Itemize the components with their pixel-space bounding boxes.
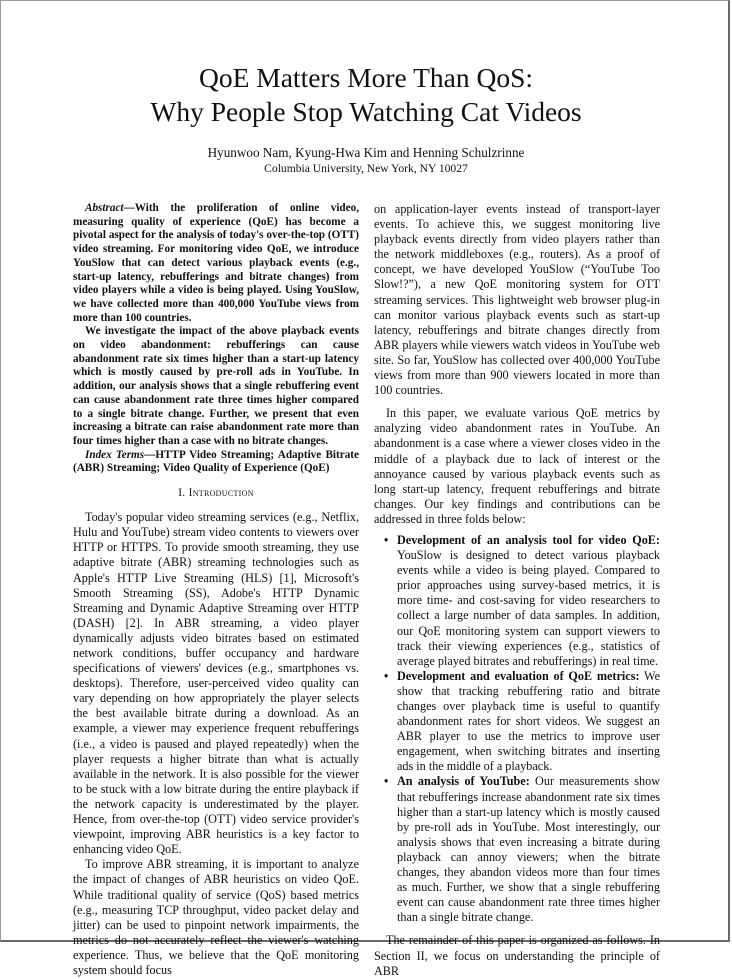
contributions-list xyxy=(374,533,660,925)
intro-paragraph-1: Today's popular video streaming services (e.g., Netflix, Hulu and YouTube) stream video contents to viewers over HTTP or HTTPS. To provide smooth streaming, they use adaptive bitrate (ABR) streaming technologies such as Apple's HTTP Live Streaming (HLS) [1], Microsoft's Smooth Streaming (SS), Adobe's HTTP Dynamic Streaming and Dynamic Adaptive Streaming over HTTP (DASH) [2]. In ABR streaming, a video player dynamically adjusts video bitrates based on estimated network conditions, buffer occupancy and hardware specifications of viewers' devices (e.g., smartphones vs. desktops). Therefore, user-perceived video quality can vary depending on how appropriately the player selects the best available bitrate during a download. As an example, a viewer may experience frequent rebufferings (i.e., a video is paused and played repeatedly) when the player requests a higher bitrate than what is actually available in the network. It is also possible for the viewer to be stuck with a low bitrate during the entire playback if the network capacity is underestimated by the player. Hence, from over-the-top (OTT) video service provider's viewpoint, improving ABR heuristics is a key factor to enhancing video QoE. xyxy=(73,510,359,857)
paper-title-line1: QoE Matters More Than QoS: xyxy=(198,62,534,93)
index-terms-label: Index Terms xyxy=(85,448,145,461)
left-column xyxy=(73,202,359,978)
right-paragraph-3: The remainder of this paper is organized as follows. In Section II, we focus on understanding the principle of ABR xyxy=(374,933,660,978)
section-heading-introduction: I. Introduction xyxy=(178,487,254,500)
index-terms xyxy=(73,449,359,476)
abstract-text-1: —With the proliferation of online video, measuring quality of experience (QoE) has become a pivotal aspect for the analysis of today's over-the-top (OTT) video streaming. For monitoring video QoE, we introduce YouSlow that can detect various playback events (e.g., start-up latency, rebufferings and bitrate changes) from video players while a video is being played. Using YouSlow, we have collected more than 400,000 YouTube views from more than 100 countries. xyxy=(73,202,359,324)
abstract-label: Abstract xyxy=(85,202,124,214)
authors: Hyunwoo Nam, Kyung-Hwa Kim and Henning Schulzrinne xyxy=(207,145,525,160)
paper-title-line2: Why People Stop Watching Cat Videos xyxy=(150,96,582,127)
bullet-icon: • xyxy=(384,532,389,547)
contribution-text: We show that tracking rebuffering ratio and bitrate changes over playback time is useful to quantify abandonment rates for short videos. We suggest an ABR player to use the metrics to improve user engagement, when switching bitrates and inserting ads in the middle of a playback. xyxy=(397,668,660,774)
contribution-text: Our measurements show that rebufferings increase abandonment rate six times higher than a start-up latency which is mostly caused by pre-roll ads in YouTube. Most interestingly, our analysis shows that even increasing a bitrate during playback can annoy viewers; when the bitrate changes, they abandon videos more than four times as much. Further, we show that a single rebuffering event can cause abandonment rate three times higher than a single bitrate change. xyxy=(397,774,661,925)
abstract-paragraph-1 xyxy=(73,202,359,325)
index-terms-text: —HTTP Video Streaming; Adaptive Bitrate (ABR) Streaming; Video Quality of Experience (QoE) xyxy=(73,448,359,475)
contribution-heading: An analysis of YouTube: xyxy=(397,774,530,789)
contribution-heading: Development of an analysis tool for video QoE: xyxy=(397,532,660,547)
bullet-icon: • xyxy=(384,774,389,789)
right-paragraph-2: In this paper, we evaluate various QoE metrics by analyzing video abandonment rates in YouTube. An abandonment is a case where a viewer closes video in the middle of a playback due to lack of interest or the annoyance caused by various playback events such as long start-up latency, frequent rebufferings and bitrate changes. Our key findings and contributions can be addressed in three folds below: xyxy=(374,406,660,526)
list-item xyxy=(384,533,660,669)
abstract-paragraph-2: We investigate the impact of the above playback events on video abandonment: rebufferings can cause abandonment rate six times higher than a start-up latency which is mostly caused by pre-roll ads in YouTube. In addition, our analysis shows that a single rebuffering event can cause abandonment rate three times higher compared to a single bitrate change. Further, we present that even increasing a bitrate can raise abandonment rate more than four times higher than a case with no bitrate changes. xyxy=(73,325,359,447)
affiliation: Columbia University, New York, NY 10027 xyxy=(264,162,468,175)
contribution-heading: Development and evaluation of QoE metrics: xyxy=(397,668,640,683)
contribution-text: YouSlow is designed to detect various playback events while a video is being played. Compared to prior approaches using survey-based metrics, it is more time- and cost-saving for video researchers to collect a large number of data samples. In addition, our QoE monitoring system can support viewers to track their viewing experiences (e.g., statistics of average played bitrates and rebufferings) in real time. xyxy=(397,548,660,668)
list-item xyxy=(384,774,660,925)
right-column xyxy=(374,202,660,979)
right-paragraph-1: on application-layer events instead of transport-layer events. To achieve this, we suggest monitoring live playback events directly from video players rather than the network middleboxes (e.g., routers). As a proof of concept, we have developed YouSlow (“YouTube Too Slow!?”), a new QoE monitoring system for OTT streaming services. This lightweight web browser plug-in can monitor various playback events such as start-up latency, rebufferings and bitrate changes directly from ABR players while viewers watch videos in YouTube web site. So far, YouSlow has collected over 400,000 YouTube views from more than 900 viewers located in more than 100 countries. xyxy=(374,202,660,398)
bullet-icon: • xyxy=(384,668,389,683)
list-item xyxy=(384,669,660,775)
intro-paragraph-2: To improve ABR streaming, it is important to analyze the impact of changes of ABR heuristics on video QoE. While traditional quality of service (QoS) based metrics (e.g., measuring TCP throughput, video packet delay and jitter) can be used to pinpoint network impairments, the metrics do not accurately reflect the viewer's watching experience. Thus, we believe that the QoE monitoring system should focus xyxy=(73,857,359,977)
